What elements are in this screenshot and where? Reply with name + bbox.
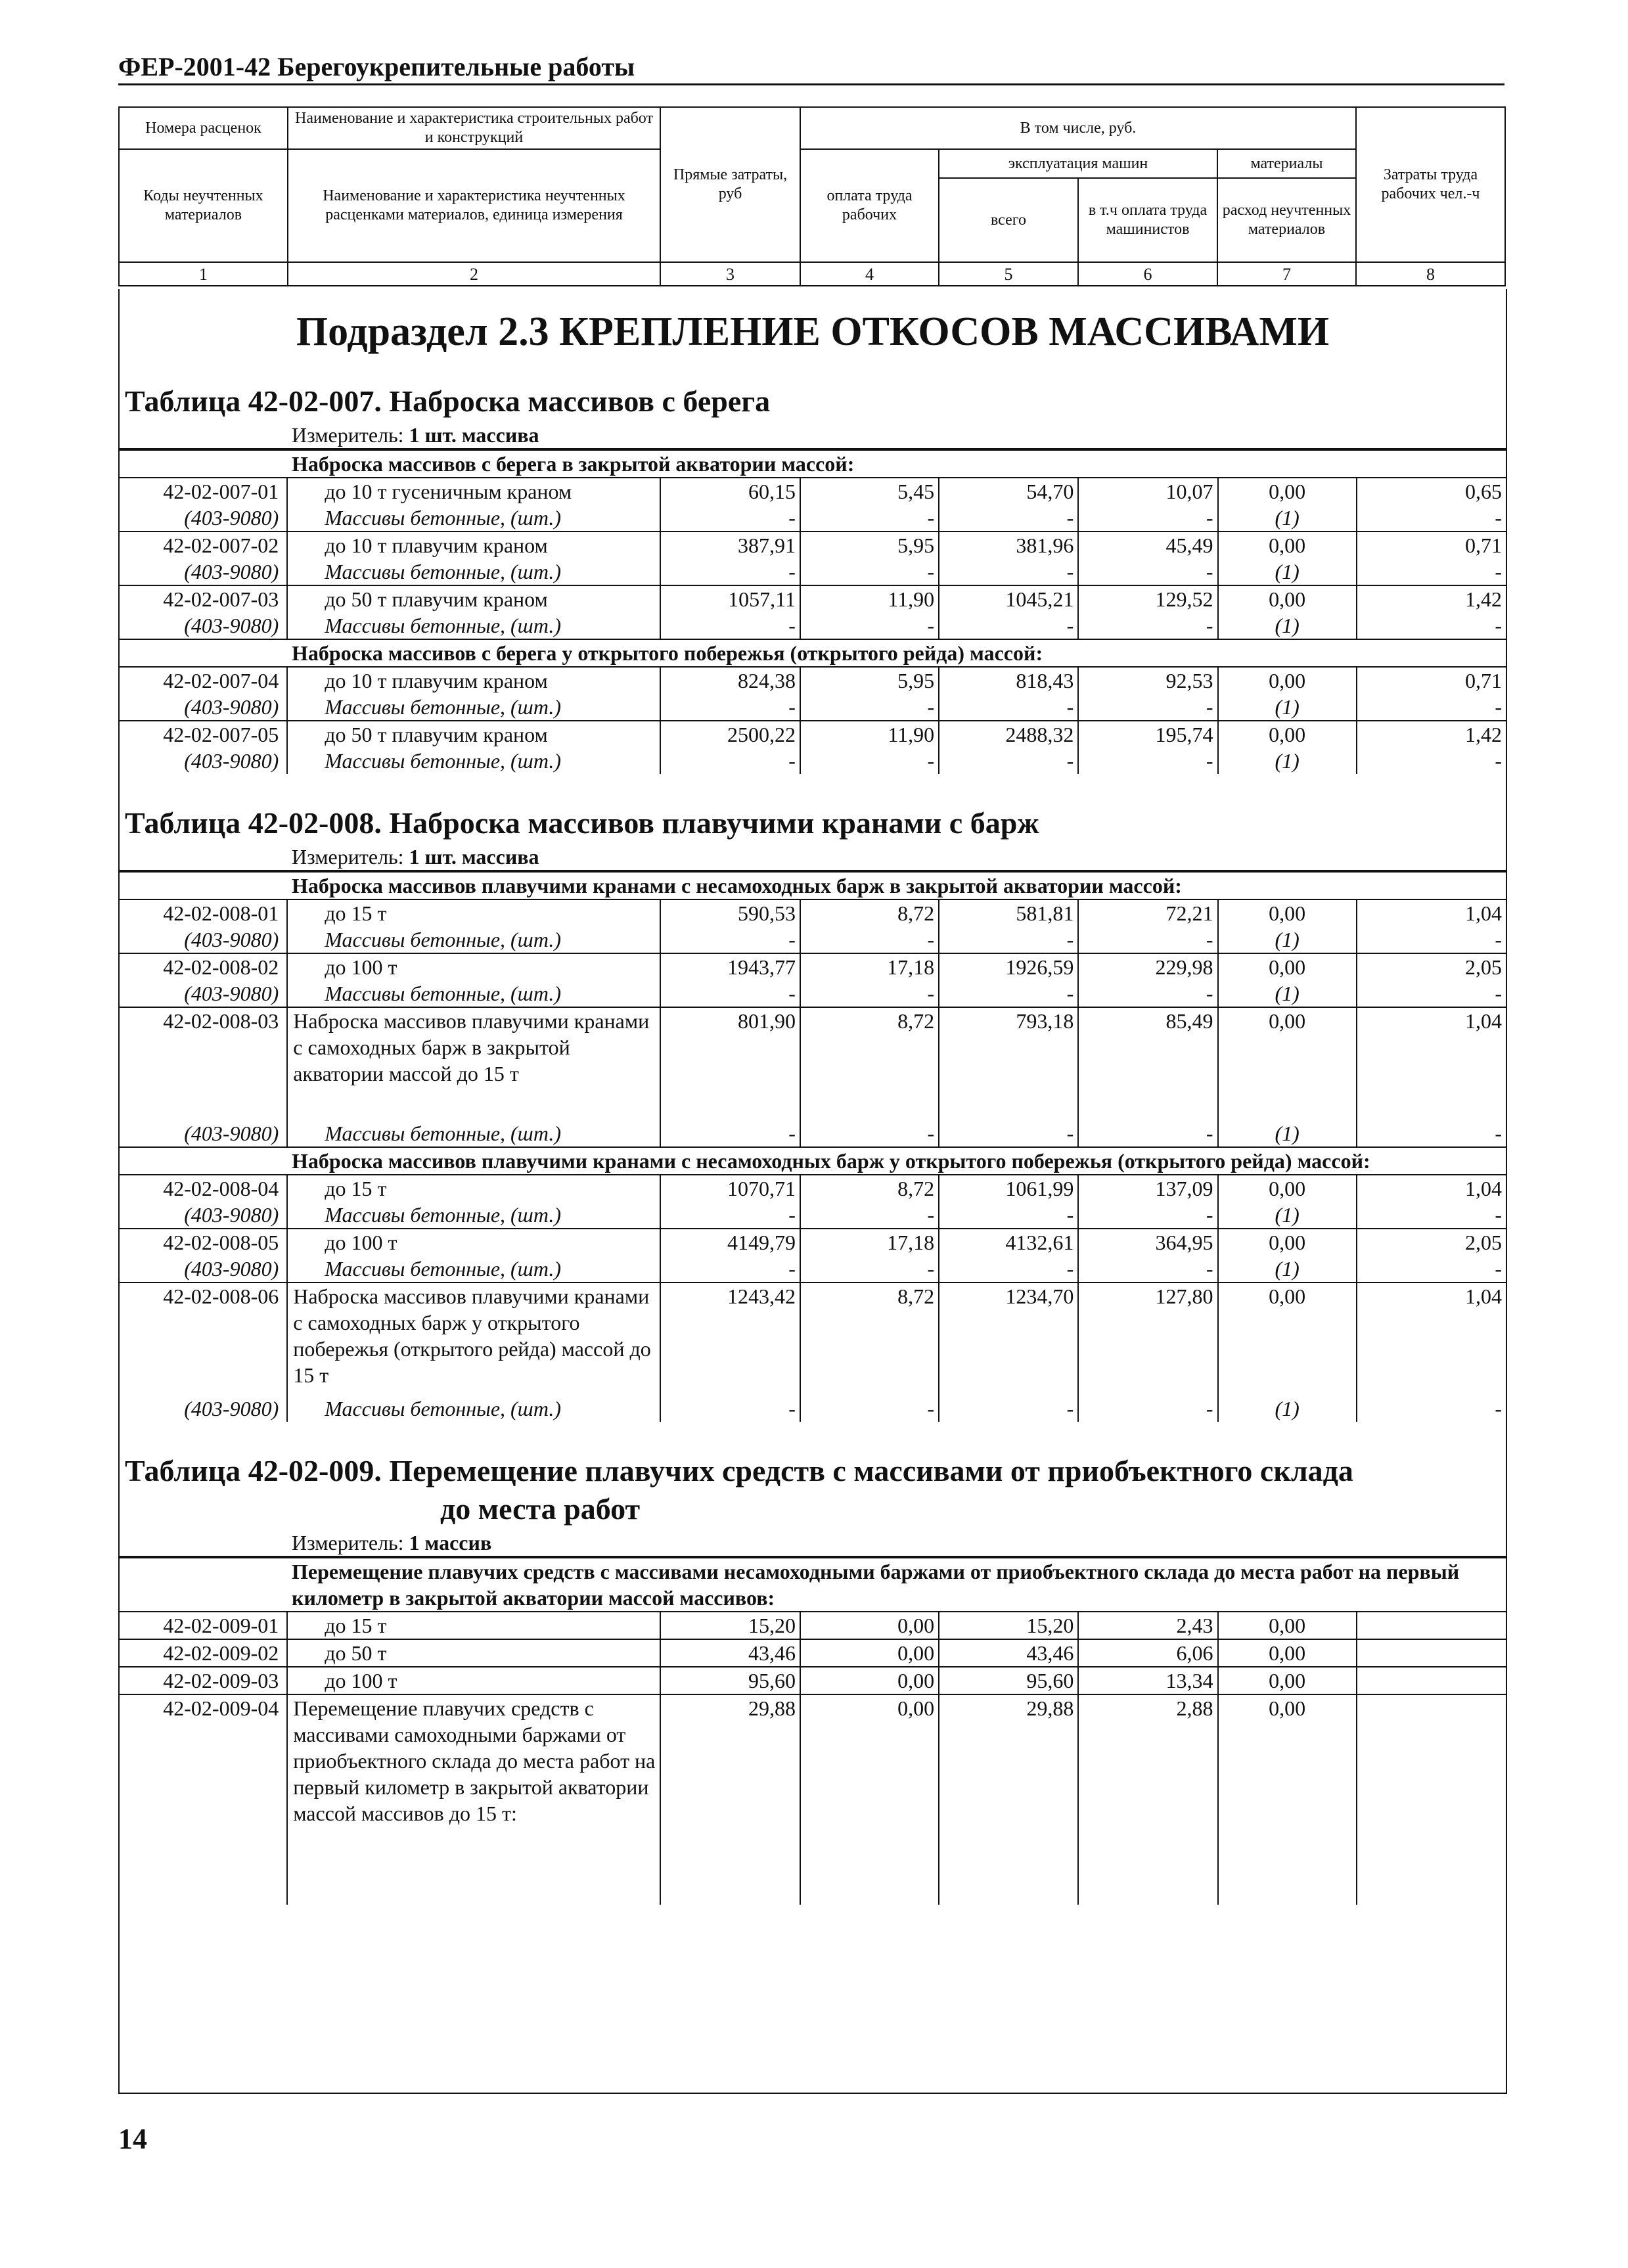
header-col3: Прямые затраты, руб [660, 107, 800, 262]
unit-label: Измеритель: [292, 1531, 404, 1554]
table-caption-continued: до места работ [440, 1492, 641, 1526]
value-c6: 137,09 [1078, 1175, 1217, 1202]
empty-dash: - [1078, 980, 1217, 1007]
empty-dash: - [1078, 748, 1217, 774]
material-name: Массивы бетонные, (шт.) [287, 1120, 660, 1146]
value-c3: 1243,42 [660, 1282, 800, 1395]
header-col6: в т.ч оплата труда машинистов [1078, 178, 1217, 262]
empty-dash: - [1357, 980, 1506, 1007]
value-c7: 0,00 [1218, 899, 1357, 926]
empty-dash: - [800, 694, 939, 721]
table-row [120, 1667, 1506, 1694]
value-c6: 2,88 [1078, 1694, 1217, 1905]
empty-dash: - [800, 926, 939, 953]
rate-code: 42-02-009-04 [120, 1694, 287, 1905]
spacer [120, 774, 1506, 804]
table-row [120, 1282, 1506, 1395]
work-name: Перемещение плавучих средств с массивами самоходными баржами от приобъектного склада до места работ на первый километр в закрытой акватории массой массивов до 15 т: [287, 1694, 660, 1905]
empty-dash: - [939, 980, 1078, 1007]
empty-dash: - [1078, 1202, 1217, 1229]
group-title: Наброска массивов с берега в закрытой акватории массой: [120, 449, 1506, 477]
value-c5: 1061,99 [939, 1175, 1078, 1202]
value-c4: 11,90 [800, 585, 939, 612]
material-row [120, 612, 1506, 639]
material-row [120, 1395, 1506, 1422]
value-c7: 0,00 [1218, 1175, 1357, 1202]
price-table-section [120, 774, 1506, 1422]
value-c3: 4149,79 [660, 1229, 800, 1256]
table-row [120, 1639, 1506, 1667]
work-name: до 50 т [287, 1639, 660, 1667]
material-row [120, 505, 1506, 532]
material-consumption: (1) [1218, 558, 1357, 585]
content-frame [118, 289, 1507, 2094]
rate-code: 42-02-008-06 [120, 1282, 287, 1395]
empty-dash: - [939, 612, 1078, 639]
table-row [120, 667, 1506, 694]
document-header: ФЕР-2001-42 Берегоукрепительные работы [118, 51, 1504, 85]
header-col2-top: Наименование и характеристика строительных работ и конструкций [288, 107, 660, 149]
header-col2-bottom: Наименование и характеристика неучтенных расценками материалов, единица измерения [288, 149, 660, 262]
empty-dash: - [939, 926, 1078, 953]
value-c6: 10,07 [1078, 478, 1217, 505]
value-c6: 229,98 [1078, 953, 1217, 980]
value-c3: 801,90 [660, 1007, 800, 1120]
material-consumption: (1) [1218, 1395, 1357, 1422]
empty-dash: - [1357, 505, 1506, 532]
empty-dash: - [800, 1256, 939, 1282]
empty-dash: - [1078, 1395, 1217, 1422]
rate-code: 42-02-009-02 [120, 1639, 287, 1667]
empty-dash: - [660, 748, 800, 774]
empty-dash: - [1357, 1120, 1506, 1146]
table-caption: Таблица 42-02-007. Наброска массивов с берега [125, 384, 771, 418]
value-c5: 29,88 [939, 1694, 1078, 1905]
empty-dash: - [1078, 926, 1217, 953]
value-c4: 8,72 [800, 1175, 939, 1202]
table-caption: Таблица 42-02-009. Перемещение плавучих средств с массивами от приобъектного склада [125, 1454, 1353, 1487]
value-c6: 92,53 [1078, 667, 1217, 694]
material-consumption: (1) [1218, 926, 1357, 953]
material-name: Массивы бетонные, (шт.) [287, 980, 660, 1007]
empty-dash: - [1357, 558, 1506, 585]
value-c8 [1357, 1694, 1506, 1905]
value-c4: 8,72 [800, 899, 939, 926]
value-c6: 45,49 [1078, 532, 1217, 558]
value-c3: 1943,77 [660, 953, 800, 980]
table-row [120, 1175, 1506, 1202]
value-c6: 85,49 [1078, 1007, 1217, 1120]
empty-dash: - [939, 558, 1078, 585]
material-row [120, 1202, 1506, 1229]
price-table [120, 899, 1506, 1146]
work-name: до 10 т плавучим краном [287, 667, 660, 694]
material-consumption: (1) [1218, 1120, 1357, 1146]
empty-dash: - [1078, 505, 1217, 532]
value-c3: 15,20 [660, 1612, 800, 1639]
unit-line [120, 1528, 1506, 1557]
value-c7: 0,00 [1218, 585, 1357, 612]
value-c4: 0,00 [800, 1639, 939, 1667]
value-c7: 0,00 [1218, 1612, 1357, 1639]
material-code: (403-9080) [184, 560, 279, 583]
header-col8: Затраты труда рабочих чел.-ч [1356, 107, 1505, 262]
value-c8: 1,04 [1357, 1175, 1506, 1202]
rate-code: 42-02-007-04 [120, 667, 287, 694]
header-col7: расход неучтенных материалов [1217, 178, 1356, 262]
value-c8: 2,05 [1357, 953, 1506, 980]
value-c5: 4132,61 [939, 1229, 1078, 1256]
rate-code: 42-02-009-03 [120, 1667, 287, 1694]
material-row [120, 980, 1506, 1007]
material-consumption: (1) [1218, 694, 1357, 721]
value-c6: 13,34 [1078, 1667, 1217, 1694]
empty-dash: - [1357, 1395, 1506, 1422]
value-c5: 54,70 [939, 478, 1078, 505]
value-c7: 0,00 [1218, 667, 1357, 694]
value-c8: 2,05 [1357, 1229, 1506, 1256]
rate-code: 42-02-007-02 [120, 532, 287, 558]
subsection-title: Подраздел 2.3 КРЕПЛЕНИЕ ОТКОСОВ МАССИВАМИ [296, 309, 1330, 354]
value-c8 [1357, 1667, 1506, 1694]
value-c7: 0,00 [1218, 478, 1357, 505]
material-code: (403-9080) [184, 928, 279, 951]
header-col1-bottom: Коды неучтенных материалов [119, 149, 288, 262]
material-consumption: (1) [1218, 1202, 1357, 1229]
material-name: Массивы бетонные, (шт.) [287, 505, 660, 532]
value-c6: 72,21 [1078, 899, 1217, 926]
unit-line [120, 420, 1506, 449]
rate-code: 42-02-008-05 [120, 1229, 287, 1256]
value-c5: 793,18 [939, 1007, 1078, 1120]
price-table [120, 666, 1506, 774]
value-c7: 0,00 [1218, 1667, 1357, 1694]
work-name: до 15 т [287, 1612, 660, 1639]
value-c4: 11,90 [800, 721, 939, 748]
unit-value: 1 шт. массива [409, 423, 539, 447]
material-consumption: (1) [1218, 612, 1357, 639]
empty-dash: - [1078, 558, 1217, 585]
value-c4: 0,00 [800, 1694, 939, 1905]
value-c8: 1,04 [1357, 1282, 1506, 1395]
material-code: (403-9080) [184, 1257, 279, 1281]
material-name: Массивы бетонные, (шт.) [287, 1256, 660, 1282]
group-title: Наброска массивов плавучими кранами с несамоходных барж у открытого побережья (открытого рейда) массой: [120, 1146, 1506, 1174]
material-name: Массивы бетонные, (шт.) [287, 558, 660, 585]
value-c5: 2488,32 [939, 721, 1078, 748]
value-c3: 387,91 [660, 532, 800, 558]
empty-dash: - [660, 505, 800, 532]
value-c6: 2,43 [1078, 1612, 1217, 1639]
header-in-that: В том числе, руб. [800, 107, 1356, 149]
header-col5: всего [939, 178, 1078, 262]
value-c4: 8,72 [800, 1007, 939, 1120]
empty-dash: - [660, 1202, 800, 1229]
value-c6: 6,06 [1078, 1639, 1217, 1667]
rate-code: 42-02-008-02 [120, 953, 287, 980]
material-row [120, 926, 1506, 953]
empty-dash: - [939, 1120, 1078, 1146]
value-c5: 1234,70 [939, 1282, 1078, 1395]
unit-value: 1 массив [409, 1531, 492, 1554]
value-c4: 5,95 [800, 532, 939, 558]
value-c6: 364,95 [1078, 1229, 1217, 1256]
value-c8: 1,04 [1357, 899, 1506, 926]
rate-code: 42-02-008-01 [120, 899, 287, 926]
empty-dash: - [939, 1202, 1078, 1229]
rate-code: 42-02-009-01 [120, 1612, 287, 1639]
header-materials: материалы [1217, 149, 1356, 178]
empty-dash: - [800, 748, 939, 774]
value-c8: 1,42 [1357, 721, 1506, 748]
value-c8: 1,04 [1357, 1007, 1506, 1120]
material-name: Массивы бетонные, (шт.) [287, 926, 660, 953]
material-row [120, 748, 1506, 774]
price-table [120, 1174, 1506, 1422]
material-code: (403-9080) [184, 1397, 279, 1420]
work-name: до 10 т плавучим краном [287, 532, 660, 558]
empty-dash: - [1078, 1120, 1217, 1146]
price-tables [120, 382, 1506, 1905]
work-name: до 100 т [287, 953, 660, 980]
material-name: Массивы бетонные, (шт.) [287, 748, 660, 774]
unit-label: Измеритель: [292, 423, 404, 447]
material-code: (403-9080) [184, 982, 279, 1005]
value-c8: 1,42 [1357, 585, 1506, 612]
empty-dash: - [800, 505, 939, 532]
work-name: до 50 т плавучим краном [287, 585, 660, 612]
rate-code: 42-02-008-03 [120, 1007, 287, 1120]
material-code: (403-9080) [184, 506, 279, 530]
empty-dash: - [660, 926, 800, 953]
empty-dash: - [660, 612, 800, 639]
empty-dash: - [660, 1120, 800, 1146]
value-c6: 129,52 [1078, 585, 1217, 612]
value-c7: 0,00 [1218, 721, 1357, 748]
column-number: 4 [800, 262, 939, 286]
table-row [120, 1694, 1506, 1905]
material-name: Массивы бетонные, (шт.) [287, 1395, 660, 1422]
value-c3: 60,15 [660, 478, 800, 505]
value-c6: 127,80 [1078, 1282, 1217, 1395]
value-c5: 1045,21 [939, 585, 1078, 612]
empty-dash: - [800, 1120, 939, 1146]
empty-dash: - [800, 1395, 939, 1422]
material-code: (403-9080) [184, 695, 279, 719]
value-c5: 43,46 [939, 1639, 1078, 1667]
empty-dash: - [660, 1256, 800, 1282]
value-c6: 195,74 [1078, 721, 1217, 748]
column-number: 7 [1217, 262, 1356, 286]
material-consumption: (1) [1218, 1256, 1357, 1282]
material-code: (403-9080) [184, 749, 279, 773]
group-title: Перемещение плавучих средств с массивами несамоходными баржами от приобъектного склада до места работ на первый километр в закрытой акватории массой массивов: [120, 1557, 1506, 1611]
header-machines: эксплуатация машин [939, 149, 1217, 178]
material-consumption: (1) [1218, 980, 1357, 1007]
material-row [120, 694, 1506, 721]
table-row [120, 1229, 1506, 1256]
unit-line [120, 842, 1506, 871]
column-number: 2 [288, 262, 660, 286]
table-row [120, 1612, 1506, 1639]
value-c4: 8,72 [800, 1282, 939, 1395]
table-row [120, 532, 1506, 558]
empty-dash: - [660, 694, 800, 721]
column-header-table [118, 106, 1506, 286]
price-table-section [120, 1422, 1506, 1905]
work-name: до 50 т плавучим краном [287, 721, 660, 748]
value-c4: 5,45 [800, 478, 939, 505]
value-c5: 381,96 [939, 532, 1078, 558]
value-c7: 0,00 [1218, 1694, 1357, 1905]
header-col1-top: Номера расценок [119, 107, 288, 149]
material-name: Массивы бетонные, (шт.) [287, 694, 660, 721]
spacer [120, 1422, 1506, 1452]
value-c4: 0,00 [800, 1667, 939, 1694]
empty-dash: - [1078, 1256, 1217, 1282]
rate-code: 42-02-007-03 [120, 585, 287, 612]
material-row [120, 1120, 1506, 1146]
rate-code: 42-02-007-05 [120, 721, 287, 748]
value-c8 [1357, 1612, 1506, 1639]
work-name: до 100 т [287, 1229, 660, 1256]
column-number: 5 [939, 262, 1078, 286]
column-number: 8 [1356, 262, 1505, 286]
material-name: Массивы бетонные, (шт.) [287, 612, 660, 639]
material-code: (403-9080) [184, 614, 279, 637]
value-c5: 1926,59 [939, 953, 1078, 980]
empty-dash: - [660, 1395, 800, 1422]
value-c8: 0,71 [1357, 532, 1506, 558]
empty-dash: - [939, 748, 1078, 774]
empty-dash: - [800, 558, 939, 585]
empty-dash: - [800, 980, 939, 1007]
material-row [120, 558, 1506, 585]
value-c5: 818,43 [939, 667, 1078, 694]
value-c3: 2500,22 [660, 721, 800, 748]
value-c4: 17,18 [800, 953, 939, 980]
table-row [120, 721, 1506, 748]
empty-dash: - [800, 612, 939, 639]
empty-dash: - [800, 1202, 939, 1229]
value-c3: 824,38 [660, 667, 800, 694]
table-row [120, 1007, 1506, 1120]
value-c3: 590,53 [660, 899, 800, 926]
value-c5: 95,60 [939, 1667, 1078, 1694]
group-title: Наброска массивов плавучими кранами с несамоходных барж в закрытой акватории массой: [120, 871, 1506, 899]
page-number: 14 [118, 2123, 147, 2155]
material-row [120, 1256, 1506, 1282]
work-name: до 100 т [287, 1667, 660, 1694]
value-c3: 1070,71 [660, 1175, 800, 1202]
value-c8: 0,71 [1357, 667, 1506, 694]
value-c3: 1057,11 [660, 585, 800, 612]
table-row [120, 953, 1506, 980]
material-name: Массивы бетонные, (шт.) [287, 1202, 660, 1229]
rate-code: 42-02-008-04 [120, 1175, 287, 1202]
empty-dash: - [1357, 694, 1506, 721]
work-name: до 15 т [287, 1175, 660, 1202]
empty-dash: - [939, 1395, 1078, 1422]
value-c7: 0,00 [1218, 953, 1357, 980]
unit-label: Измеритель: [292, 845, 404, 869]
work-name: до 15 т [287, 899, 660, 926]
work-name: до 10 т гусеничным краном [287, 478, 660, 505]
header-col4: оплата труда рабочих [800, 149, 939, 262]
table-row [120, 585, 1506, 612]
empty-dash: - [660, 558, 800, 585]
price-table [120, 477, 1506, 639]
value-c5: 581,81 [939, 899, 1078, 926]
empty-dash: - [1078, 694, 1217, 721]
value-c5: 15,20 [939, 1612, 1078, 1639]
value-c7: 0,00 [1218, 1639, 1357, 1667]
empty-dash: - [939, 505, 1078, 532]
empty-dash: - [939, 694, 1078, 721]
value-c7: 0,00 [1218, 1007, 1357, 1120]
value-c8: 0,65 [1357, 478, 1506, 505]
column-number: 6 [1078, 262, 1217, 286]
value-c3: 43,46 [660, 1639, 800, 1667]
value-c7: 0,00 [1218, 532, 1357, 558]
empty-dash: - [1357, 612, 1506, 639]
rate-code: 42-02-007-01 [120, 478, 287, 505]
empty-dash: - [1357, 1202, 1506, 1229]
material-code: (403-9080) [184, 1122, 279, 1145]
work-name: Наброска массивов плавучими кранами с самоходных барж в закрытой акватории массой до 15 т [287, 1007, 660, 1120]
empty-dash: - [939, 1256, 1078, 1282]
table-row [120, 899, 1506, 926]
column-number: 1 [119, 262, 288, 286]
value-c7: 0,00 [1218, 1229, 1357, 1256]
value-c3: 95,60 [660, 1667, 800, 1694]
value-c3: 29,88 [660, 1694, 800, 1905]
value-c4: 17,18 [800, 1229, 939, 1256]
unit-value: 1 шт. массива [409, 845, 539, 869]
material-consumption: (1) [1218, 505, 1357, 532]
material-consumption: (1) [1218, 748, 1357, 774]
value-c8 [1357, 1639, 1506, 1667]
empty-dash: - [1357, 926, 1506, 953]
column-number: 3 [660, 262, 800, 286]
empty-dash: - [660, 980, 800, 1007]
table-row [120, 478, 1506, 505]
value-c7: 0,00 [1218, 1282, 1357, 1395]
value-c4: 0,00 [800, 1612, 939, 1639]
empty-dash: - [1357, 1256, 1506, 1282]
work-name: Наброска массивов плавучими кранами с самоходных барж у открытого побережья (открытого рейда) массой до 15 т [287, 1282, 660, 1395]
price-table [120, 1611, 1506, 1905]
empty-dash: - [1357, 748, 1506, 774]
group-title: Наброска массивов с берега у открытого побережья (открытого рейда) массой: [120, 639, 1506, 666]
price-table-section [120, 382, 1506, 774]
empty-dash: - [1078, 612, 1217, 639]
material-code: (403-9080) [184, 1203, 279, 1227]
table-caption: Таблица 42-02-008. Наброска массивов плавучими кранами с барж [125, 806, 1039, 840]
value-c4: 5,95 [800, 667, 939, 694]
